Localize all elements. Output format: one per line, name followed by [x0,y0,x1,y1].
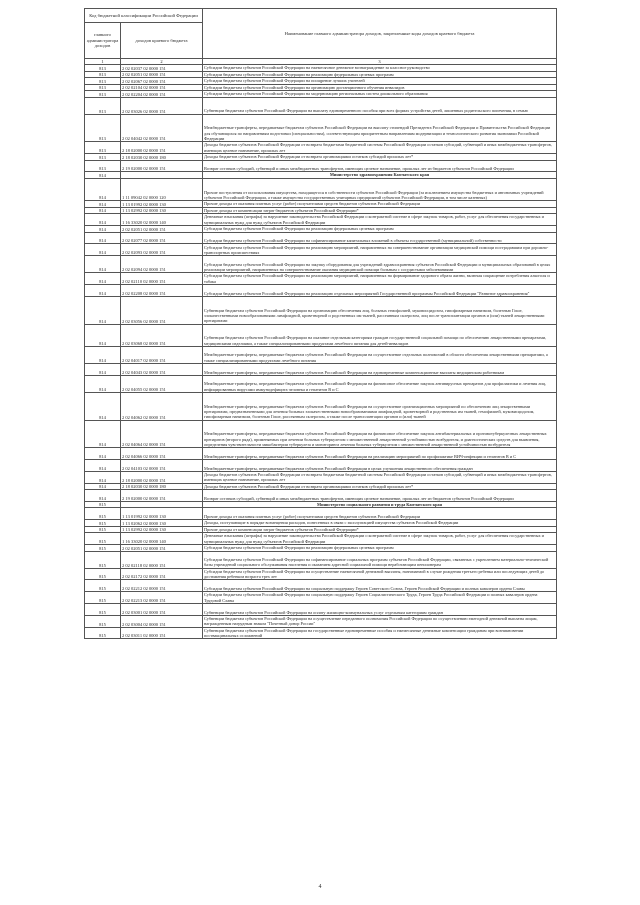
page-number: 4 [318,884,322,890]
income-name-cell: Доходы бюджетов субъектов Российской Федерации от возврата бюджетами бюджетной системы Российской Федерации остатков субсидий, субвенций и иных межбюджетных трансфертов, имеющих целевое назначение, прошлых лет [203,142,557,154]
admin-code-cell: 815 [85,592,121,604]
admin-code-cell: 815 [85,533,121,545]
admin-code-cell: 814 [85,285,121,297]
income-code-cell: 2 02 03004 02 0000 151 [121,615,203,627]
table-row [85,244,557,256]
income-code-cell: 2 02 03011 02 0000 151 [121,627,203,639]
income-code-cell: 2 02 04066 02 0000 151 [121,448,203,460]
income-name-cell: Межбюджетные трансферты, передаваемые бюджетам субъектов Российской Федерации в целях улучшения лекарственного обеспечения граждан [203,460,557,472]
income-name-cell: Доходы бюджетов субъектов Российской Федерации от возврата организациями остатков субсидий прошлых лет* [203,154,557,161]
income-code-cell: 2 02 02051 02 0000 151 [121,226,203,233]
table-row [85,460,557,472]
income-name-cell: Субсидии бюджетам субъектов Российской Федерации на осуществление ежемесячной денежной выплаты, назначаемой в случае рождения третьего ребенка или последующих детей до достижения ребенком возраста трех лет [203,568,557,580]
income-name-cell: Субсидии бюджетам субъектов Российской Федерации на реализацию федеральных целевых программ [203,71,557,78]
income-name-cell: Министерство социального развития и труда Камчатского края [203,501,557,508]
income-name-cell: Субсидии бюджетам субъектов Российской Федерации на организацию дистанционного обучения инвалидов [203,84,557,91]
income-code-cell: 2 19 02000 02 0000 151 [121,490,203,502]
admin-code-cell: 814 [85,364,121,376]
income-name-cell: Субсидии бюджетам субъектов Российской Федерации на софинансирование социальных программ субъектов Российской Федерации, связанных с укреплением материально-технической базы учреждений социального обслуживания населения и оказанием адресной социальной помощи неработающим пенсионерам [203,551,557,568]
income-code-cell: 2 02 02051 02 0000 151 [121,545,203,552]
admin-code-cell: 813 [85,91,121,98]
admin-code-cell: 814 [85,244,121,256]
admin-code-cell: 813 [85,84,121,91]
admin-code-cell: 814 [85,201,121,208]
admin-code-cell: 813 [85,160,121,172]
admin-code-cell: 814 [85,460,121,472]
admin-code-cell: 815 [85,545,121,552]
income-name-cell: Субвенции бюджетам субъектов Российской Федерации на оказание отдельным категориям граждан государственной социальной помощи по обеспечению лекарственными препаратами, медицинскими изделиями, а также специализированными продуктами лечебного питания для детей-инвалидов [203,324,557,346]
income-name-cell: Субвенции бюджетам субъектов Российской Федерации на выплату единовременного пособия при всех формах устройства детей, лишенных родительского попечения, в семью [203,97,557,114]
income-name-cell: Субсидии бюджетам субъектов Российской Федерации на поощрение лучших учителей [203,78,557,85]
table-row [85,160,557,172]
admin-code-cell: 814 [85,483,121,490]
table-row [85,551,557,568]
index-cell-2: 2 [121,59,203,65]
income-name-cell: Доходы бюджетов субъектов Российской Федерации от возврата организациями остатков субсидий прошлых лет* [203,483,557,490]
table-row [85,214,557,226]
admin-code-cell: 815 [85,580,121,592]
admin-code-cell: 814 [85,273,121,285]
admin-code-cell: 814 [85,471,121,483]
table-row [85,178,557,200]
admin-code-cell: 815 [85,551,121,568]
income-name-cell: Денежные взыскания (штрафы) за нарушение законодательства Российской Федерации о контрактной системе в сфере закупок товаров, работ, услуг для обеспечения государственных и муниципальных нужд для нужд субъектов Российской Федерации [203,533,557,545]
income-name-cell: Межбюджетные трансферты, передаваемые бюджетам субъектов Российской Федерации на единовременные компенсационные выплаты медицинским работникам [203,364,557,376]
table-row [85,114,557,142]
table-row [85,448,557,460]
income-name-cell: Возврат остатков субсидий, субвенций и иных межбюджетных трансфертов, имеющих целевое назначение, прошлых лет из бюджетов субъектов Российской Федерации [203,160,557,172]
income-name-cell: Возврат остатков субсидий, субвенций и иных межбюджетных трансфертов, имеющих целевое назначение, прошлых лет из бюджетов субъектов Российской Федерации [203,490,557,502]
income-code-cell: 2 02 04062 02 0000 151 [121,392,203,420]
budget-code-table [84,8,557,639]
income-code-cell: 2 19 02000 02 0000 151 [121,160,203,172]
income-code-cell: 1 13 02992 02 0000 130 [121,526,203,533]
table-row [85,580,557,592]
admin-code-cell: 814 [85,324,121,346]
income-name-cell: Прочие доходы от оказания платных услуг (работ) получателями средств бюджетов субъектов Российской Федерации [203,508,557,520]
admin-code-cell: 814 [85,256,121,273]
income-name-cell: Субсидии бюджетам субъектов Российской Федерации на софинансирование капитальных вложений в объекты государственной (муниципальной) собственности [203,232,557,244]
income-code-cell: 1 16 33020 02 0000 140 [121,214,203,226]
admin-code-cell: 813 [85,142,121,154]
admin-code-cell: 814 [85,392,121,420]
table-row [85,364,557,376]
table-row [85,568,557,580]
admin-code-cell: 815 [85,568,121,580]
table-row [85,324,557,346]
income-code-cell: 2 18 02030 02 0000 180 [121,483,203,490]
admin-code-cell: 814 [85,490,121,502]
income-code-cell: 2 02 02037 02 0000 151 [121,65,203,72]
income-code-cell: 2 18 02030 02 0000 180 [121,154,203,161]
income-code-cell: 1 13 01992 02 0000 130 [121,508,203,520]
admin-code-cell: 814 [85,296,121,324]
table-row [85,142,557,154]
index-cell-3: 3 [203,59,557,65]
budget-code-table-sheet [84,8,556,639]
income-name-cell: Доходы, поступающие в порядке возмещения расходов, понесенных в связи с эксплуатацией имущества субъектов Российской Федерации [203,520,557,527]
income-code-cell: 2 02 03001 02 0000 151 [121,604,203,616]
header-budget-classification: Код бюджетной классификации Российской Федерации [85,9,203,23]
income-code-cell: 1 13 02062 02 0000 130 [121,520,203,527]
income-code-cell: 2 02 02051 02 0000 151 [121,71,203,78]
admin-code-cell: 814 [85,178,121,200]
admin-code-cell: 815 [85,508,121,520]
income-code-cell: 2 02 02067 02 0000 151 [121,78,203,85]
income-code-cell: 2 02 02212 02 0000 151 [121,580,203,592]
income-name-cell: Субсидии бюджетам субъектов Российской Федерации на реализацию отдельных мероприятий Государственной программы Российской Федерации "Развитие здравоохранения" [203,285,557,297]
income-code-cell: 2 02 02172 02 0000 151 [121,568,203,580]
income-name-cell: Министерство здравоохранения Камчатского края [203,172,557,179]
income-code-cell: 2 02 02093 02 0000 151 [121,244,203,256]
income-name-cell: Субсидии бюджетам субъектов Российской Федерации на модернизацию региональных систем дошкольного образования [203,91,557,98]
income-name-cell: Субсидии бюджетам субъектов Российской Федерации на социальную поддержку Героев Социалистического Труда, Героев Труда Российской Федерации и полных кавалеров ордена Трудовой Славы [203,592,557,604]
admin-code-cell: 814 [85,232,121,244]
admin-code-cell: 814 [85,346,121,363]
income-code-cell: 2 18 02000 02 0000 151 [121,142,203,154]
income-code-cell: 2 02 04103 02 0000 151 [121,460,203,472]
income-code-cell: 2 02 02110 02 0000 151 [121,273,203,285]
table-row [85,615,557,627]
admin-code-cell: 814 [85,214,121,226]
table-row [85,375,557,392]
table-row [85,420,557,448]
header-name-column: Наименование главного администратора доходов, закрепленные коды доходов краевого бюджета [203,9,557,59]
admin-code-cell: 815 [85,501,121,508]
income-code-cell: 1 16 33020 02 0000 140 [121,533,203,545]
table-row [85,490,557,502]
table-row [85,392,557,420]
admin-code-cell: 815 [85,615,121,627]
table-row [85,346,557,363]
income-name-cell: Субвенции бюджетам субъектов Российской Федерации на осуществление переданного полномочия Российской Федерации по осуществлению ежегодной денежной выплаты лицам, награжденным нагрудным знаком "Почетный донор России" [203,615,557,627]
table-row [85,627,557,639]
table-row [85,592,557,604]
admin-code-cell: 814 [85,172,121,179]
table-row [85,285,557,297]
header-income-column: доходов краевого бюджета [121,23,203,59]
admin-code-cell: 814 [85,448,121,460]
admin-code-cell: 814 [85,207,121,214]
income-code-cell: 2 02 04064 02 0000 151 [121,420,203,448]
income-name-cell: Субсидии бюджетам субъектов Российской Федерации на ежемесячное денежное вознаграждение за классное руководство [203,65,557,72]
income-name-cell: Межбюджетные трансферты, передаваемые бюджетам субъектов Российской Федерации на реализацию мероприятий по профилактике ВИЧ-инфекции и гепатитов В и С [203,448,557,460]
income-code-cell: 2 02 02204 02 0000 151 [121,91,203,98]
income-name-cell: Субсидии бюджетам субъектов Российской Федерации на реализацию федеральных целевых программ [203,226,557,233]
income-code-cell: 2 02 02208 02 0000 151 [121,285,203,297]
admin-code-cell: 815 [85,520,121,527]
income-code-cell: 2 02 03026 02 0000 151 [121,97,203,114]
income-code-cell: 2 02 04055 02 0000 151 [121,375,203,392]
income-name-cell: Прочие доходы от компенсации затрат бюджетов субъектов Российской Федерации* [203,526,557,533]
income-name-cell: Доходы бюджетов субъектов Российской Федерации от возврата бюджетами бюджетной системы Российской Федерации остатков субсидий, субвенций и иных межбюджетных трансфертов, имеющих целевое назначение, прошлых лет [203,471,557,483]
income-code-cell: 2 02 03068 02 0000 151 [121,324,203,346]
income-code-cell: 1 13 02992 02 0000 130 [121,207,203,214]
admin-code-cell: 813 [85,114,121,142]
income-name-cell: Межбюджетные трансферты, передаваемые бюджетам субъектов Российской Федерации на выплату стипендий Президента Российской Федерации и Правительства Российской Федерации для обучающихся по направлениям подготовки (специальностям), соответствующим приоритетным направлениям модернизации и технологического развития экономики Российской Федерации [203,114,557,142]
admin-code-cell: 815 [85,627,121,639]
income-name-cell: Субсидии бюджетам субъектов Российской Федерации на закупку оборудования для учреждений здравоохранения субъектов Российской Федерации и муниципальных образований в целях реализации мероприятий, направленных на совершенствование оказания медицинской помощи больным с сосудистыми заболеваниями [203,256,557,273]
income-code-cell: 2 02 04042 02 0000 151 [121,114,203,142]
table-row [85,471,557,483]
income-code-cell: 2 02 03056 02 0000 151 [121,296,203,324]
table-row [85,508,557,520]
table-row [85,604,557,616]
income-name-cell: Субвенции бюджетам субъектов Российской Федерации на организацию обеспечения лиц, больных гемофилией, муковисцидозом, гипофизарным нанизмом, болезнью Гоше, злокачественными новообразованиями лимфоидной, кроветворной и родственных им тканей, рассеянным склерозом, лиц после трансплантации органов и (или) тканей лекарственными препаратами [203,296,557,324]
income-code-cell: 2 02 02118 02 0000 151 [121,551,203,568]
income-name-cell: Субсидии бюджетам субъектов Российской Федерации на социальную поддержку Героев Советского Союза, Героев Российской Федерации и полных кавалеров ордена Славы [203,580,557,592]
table-row [85,256,557,273]
table-row [85,533,557,545]
table-row [85,97,557,114]
income-code-cell: 2 02 02213 02 0000 151 [121,592,203,604]
income-name-cell: Межбюджетные трансферты, передаваемые бюджетам субъектов Российской Федерации на финансовое обеспечение закупок антибактериальных и противотуберкулезных лекарственных препаратов (второго ряда), применяемых при лечении больных туберкулезом с множественной лекарственной устойчивостью возбудителя, и диагностических средств для выявления, определения чувствительности микобактерии туберкулеза и мониторинга лечения больных туберкулезом с множественной лекарственной устойчивостью возбудителя [203,420,557,448]
header-admin-column: главного администратора доходов [85,23,121,59]
income-name-cell: Межбюджетные трансферты, передаваемые бюджетам субъектов Российской Федерации на осуществление отдельных полномочий в области обеспечения лекарственными препаратами, а также специализированными продуктами лечебного питания [203,346,557,363]
admin-code-cell: 813 [85,65,121,72]
income-name-cell: Субсидии бюджетам субъектов Российской Федерации на реализацию мероприятий, направленных на формирование здорового образа жизни, включая сокращение потребления алкоголя и табака [203,273,557,285]
income-code-cell: 2 02 04043 02 0000 151 [121,364,203,376]
income-name-cell: Денежные взыскания (штрафы) за нарушение законодательства Российской Федерации о контрактной системе в сфере закупок товаров, работ, услуг для обеспечения государственных и муниципальных нужд для нужд субъектов Российской Федерации [203,214,557,226]
income-name-cell: Прочие доходы от оказания платных услуг (работ) получателями средств бюджетов субъектов Российской Федерации [203,201,557,208]
admin-code-cell: 813 [85,97,121,114]
income-code-cell: 2 02 04017 02 0000 151 [121,346,203,363]
income-name-cell: Субвенции бюджетам субъектов Российской Федерации на оплату жилищно-коммунальных услуг отдельным категориям граждан [203,604,557,616]
income-name-cell: Прочие поступления от использования имущества, находящегося в собственности субъектов Российской Федерации (за исключением имущества бюджетных и автономных учреждений субъектов Российской Федерации, а также имущества государственных унитарных предприятий субъектов Российской Федерации, в том числе казенных) [203,178,557,200]
admin-code-cell: 813 [85,154,121,161]
income-name-cell: Субвенции бюджетам субъектов Российской Федерации на государственные единовременные пособия и ежемесячные денежные компенсации гражданам при возникновении поствакцинальных осложнений [203,627,557,639]
income-name-cell: Межбюджетные трансферты, передаваемые бюджетам субъектов Российской Федерации на финансовое обеспечение закупок антивирусных препаратов для профилактики и лечения лиц, инфицированных вирусами иммунодефицита человека и гепатитов В и С [203,375,557,392]
income-name-cell: Субсидии бюджетам субъектов Российской Федерации на реализацию федеральных целевых программ [203,545,557,552]
admin-code-cell: 814 [85,420,121,448]
income-code-cell: 2 02 02104 02 0000 151 [121,84,203,91]
admin-code-cell: 813 [85,71,121,78]
income-code-cell: 2 02 02077 02 0000 151 [121,232,203,244]
admin-code-cell: 813 [85,78,121,85]
table-row [85,296,557,324]
table-row [85,273,557,285]
admin-code-cell: 815 [85,604,121,616]
index-cell-1: 1 [85,59,121,65]
income-name-cell: Прочие доходы от компенсации затрат бюджетов субъектов Российской Федерации* [203,207,557,214]
income-code-cell: 2 02 02094 02 0000 151 [121,256,203,273]
admin-code-cell: 815 [85,526,121,533]
admin-code-cell: 814 [85,226,121,233]
income-code-cell: 1 13 01992 02 0000 130 [121,201,203,208]
admin-code-cell: 814 [85,375,121,392]
income-name-cell: Межбюджетные трансферты, передаваемые бюджетам субъектов Российской Федерации на осуществление организационных мероприятий по обеспечению лиц лекарственными препаратами, предназначенными для лечения больных злокачественными новообразованиями лимфоидной, кроветворной и родственных им тканей, гемофилией, муковисцидозом, гипофизарным нанизмом, болезнью Гоше, рассеянным склерозом, а также после трансплантации органов и (или) тканей [203,392,557,420]
income-code-cell: 1 11 09042 02 0000 120 [121,178,203,200]
income-code-cell: 2 18 02000 02 0000 151 [121,471,203,483]
table-row [85,232,557,244]
income-name-cell: Субсидии бюджетам субъектов Российской Федерации на реализацию мероприятий, направленных на совершенствование организации медицинской помощи пострадавшим при дорожно-транспортных происшествиях [203,244,557,256]
